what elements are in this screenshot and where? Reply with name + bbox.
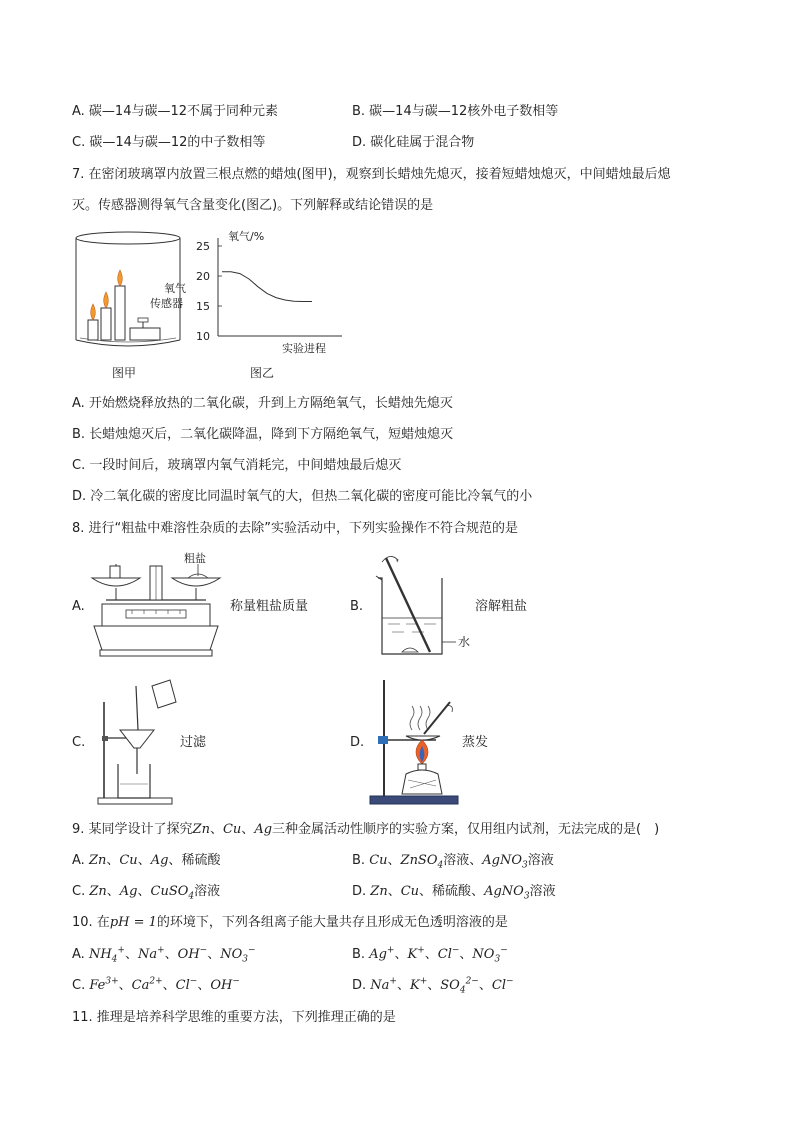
q9-option-a-acid: 稀硫酸 — [181, 853, 221, 868]
oxygen-series-line — [222, 272, 312, 302]
q8-stem: 8. 进行“粗盐中难溶性杂质的去除”实验活动中，下列实验操作不符合规范的是 — [72, 521, 519, 536]
q10-stem-post: 的环境下，下列各组离子能大量共存且形成无色透明溶液的是 — [156, 915, 508, 930]
chart-ylabel: 氧气/% — [228, 230, 265, 243]
q10-option-b: B. Ag+、K+、Cl−、$NO_3^-$ — [352, 945, 508, 965]
q7-option-a: A. 开始燃烧释放热的二氧化碳，升到上方隔绝氧气，长蜡烛先熄灭 — [72, 396, 453, 411]
q9-option-c-sol: 溶液 — [194, 884, 221, 899]
short-candle — [88, 320, 98, 340]
q10-stem-pre: 10. 在 — [72, 915, 110, 930]
q6-option-a: A. 碳—14与碳—12不属于同种元素 — [72, 104, 279, 119]
chart-y-tick-label: 20 — [196, 270, 210, 283]
sensor-label-line1: 氧气 — [164, 282, 186, 295]
q7-stem-line2: 灭。传感器测得氧气含量变化(图乙)。下列解释或结论错误的是 — [72, 198, 434, 213]
q9-sep1: 、 — [209, 822, 223, 837]
q8-option-c-desc: 过滤 — [180, 735, 207, 750]
q8-option-b-letter: B. — [350, 599, 364, 614]
dissolving-beaker-figure — [372, 552, 484, 662]
q9-stem — [72, 821, 659, 839]
bell-jar-candles-figure — [68, 228, 188, 356]
q7-stem-line1: 7. 在密闭玻璃罩内放置三根点燃的蜡烛(图甲)，观察到长蜡烛先熄灭，接着短蜡烛熄灭，中间蜡烛最后熄 — [72, 167, 671, 182]
oxygen-sensor — [130, 328, 160, 340]
figure-jia-caption: 图甲 — [112, 366, 137, 380]
balance-scale-figure — [86, 550, 226, 666]
q10-ph: pH = 1 — [109, 915, 157, 930]
q9-option-b-sol1: 溶液 — [443, 853, 470, 868]
q9-option-d-sol: 溶液 — [529, 884, 556, 899]
q7-option-b: B. 长蜡烛熄灭后，二氧化碳降温，降到下方隔绝氧气，短蜡烛熄灭 — [72, 427, 454, 442]
evaporation-figure — [366, 676, 466, 808]
q6-option-d: D. 碳化硅属于混合物 — [352, 135, 475, 150]
water-label: 水 — [458, 635, 471, 649]
q7-option-d: D. 冷二氧化碳的密度比同温时氧气的大，但热二氧化碳的密度可能比冷氧气的小 — [72, 489, 533, 504]
chart-y-tick-label: 25 — [196, 240, 210, 253]
q9-sep2: 、 — [241, 822, 255, 837]
filtration-figure — [90, 678, 180, 808]
sensor-label-line2: 传感器 — [150, 297, 183, 310]
q6-option-c: C. 碳—14与碳—12的中子数相等 — [72, 135, 266, 150]
weight-block — [110, 566, 120, 578]
q8-option-a-letter: A. — [72, 599, 85, 614]
middle-candle — [101, 308, 111, 340]
q10-option-c: C. $Fe^{3+}$、$Ca^{2+}$、Cl−、OH− — [72, 976, 240, 993]
q9-option-a: A. Zn、Cu、Ag、稀硫酸 — [72, 853, 221, 868]
oxygen-content-chart — [192, 228, 352, 358]
q8-option-d-letter: D. — [350, 735, 365, 750]
chart-y-tick-label: 10 — [196, 330, 210, 343]
q11-stem: 11. 推理是培养科学思维的重要方法，下列推理正确的是 — [72, 1010, 396, 1025]
q10-option-a: A. $NH_4^+$、Na+、OH−、$NO_3^-$ — [72, 945, 256, 965]
q9-option-b-sol2: 溶液 — [527, 853, 554, 868]
q9-stem-pre: 9. 某同学设计了探究 — [72, 822, 193, 837]
q7-option-c: C. 一段时间后，玻璃罩内氧气消耗完，中间蜡烛最后熄灭 — [72, 458, 402, 473]
q9-zn: Zn — [192, 822, 210, 837]
chart-y-tick-label: 15 — [196, 300, 210, 313]
figure-yi-caption: 图乙 — [250, 366, 275, 380]
q6-option-b: B. 碳—14与碳—12核外电子数相等 — [352, 104, 559, 119]
q10-stem — [72, 914, 508, 932]
q9-option-b: B. Cu、ZnSO$_4$溶液、AgNO$_3$溶液 — [352, 853, 554, 871]
q9-stem-post: 三种金属活动性顺序的实验方案，仅用组内试剂，无法完成的是( ) — [272, 822, 660, 837]
q8-option-b-desc: 溶解粗盐 — [475, 599, 528, 614]
q9-cu: Cu — [222, 822, 242, 837]
coarse-salt-label: 粗盐 — [184, 552, 206, 565]
q9-option-c: C. Zn、Ag、CuSO$_4$溶液 — [72, 884, 221, 902]
q8-option-d-desc: 蒸发 — [462, 735, 489, 750]
q9-ag: Ag — [254, 822, 273, 837]
chart-xlabel: 实验进程 — [282, 342, 326, 355]
q8-option-a-desc: 称量粗盐质量 — [230, 599, 309, 614]
q8-option-c-letter: C. — [72, 735, 86, 750]
q9-option-d-acid: 稀硫酸 — [432, 884, 472, 899]
tall-candle — [115, 286, 125, 340]
q10-option-d: D. Na+、K+、$SO_4^{2-}$、Cl− — [352, 976, 514, 996]
q9-option-d: D. Zn、Cu、稀硫酸、AgNO$_3$溶液 — [352, 884, 556, 902]
